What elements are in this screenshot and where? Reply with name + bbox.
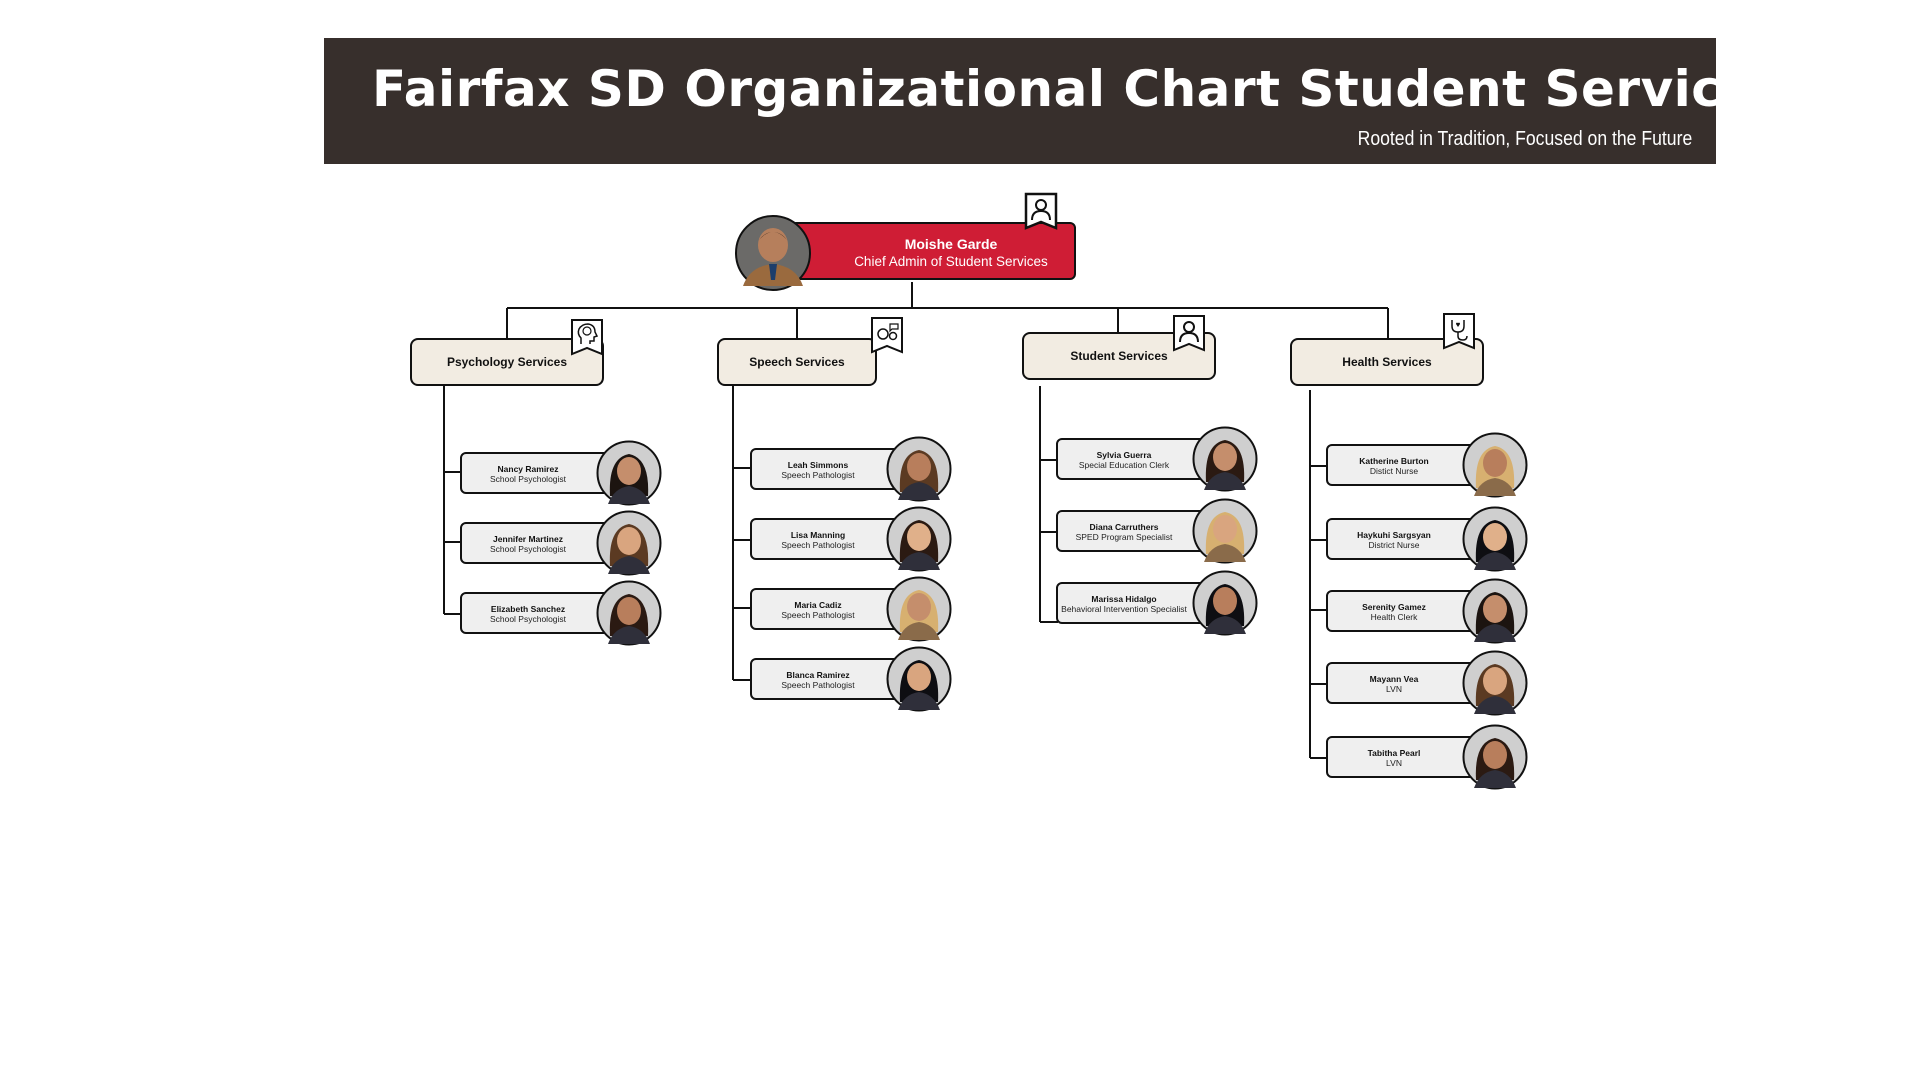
- member-role: Health Clerk: [1370, 612, 1418, 622]
- member-role: School Psychologist: [489, 474, 567, 484]
- chief-card: [790, 222, 1076, 280]
- member-avatar: [886, 436, 952, 502]
- member-name: Blanca Ramirez: [786, 670, 850, 680]
- member-avatar: [886, 506, 952, 572]
- chief-avatar: [734, 214, 812, 292]
- member-role: School Psychologist: [489, 614, 567, 624]
- member-role: Speech Pathologist: [781, 610, 855, 620]
- member-role: LVN: [1386, 758, 1402, 768]
- page-subtitle: Rooted in Tradition, Focused on the Future: [1357, 128, 1692, 150]
- member-name: Elizabeth Sanchez: [490, 604, 566, 614]
- member-role: Distict Nurse: [1369, 466, 1419, 476]
- member-avatar: [1462, 650, 1528, 716]
- member-role: Speech Pathologist: [781, 470, 855, 480]
- member-name: Tabitha Pearl: [1367, 748, 1421, 758]
- member-avatar: [1192, 570, 1258, 636]
- member-name: Lisa Manning: [790, 530, 846, 540]
- member-role: SPED Program Specialist: [1075, 532, 1173, 542]
- member-avatar: [1462, 724, 1528, 790]
- member-name: Nancy Ramirez: [497, 464, 559, 474]
- member-role: School Psychologist: [489, 544, 567, 554]
- dept-speech-services: Speech Services: [717, 338, 877, 386]
- member-avatar: [886, 646, 952, 712]
- speech-gears-icon: [870, 316, 904, 354]
- dept-psychology-services: Psychology Services: [410, 338, 604, 386]
- member-role: LVN: [1386, 684, 1402, 694]
- member-role: Behavioral Intervention Specialist: [1061, 604, 1187, 614]
- member-name: Haykuhi Sargsyan: [1357, 530, 1431, 540]
- member-name: Marissa Hidalgo: [1091, 594, 1157, 604]
- member-avatar: [886, 576, 952, 642]
- member-avatar: [1462, 578, 1528, 644]
- member-role: District Nurse: [1368, 540, 1420, 550]
- member-avatar: [596, 580, 662, 646]
- brain-head-icon: [570, 318, 604, 356]
- member-name: Serenity Gamez: [1362, 602, 1426, 612]
- member-role: Speech Pathologist: [781, 680, 855, 690]
- dept-student-services: Student Services: [1022, 332, 1216, 380]
- member-name: Jennifer Martinez: [493, 534, 563, 544]
- member-name: Diana Carruthers: [1089, 522, 1159, 532]
- chief-name: Moishe Garde: [904, 236, 998, 252]
- member-avatar: [1192, 498, 1258, 564]
- member-name: Maria Cadiz: [794, 600, 842, 610]
- member-name: Mayann Vea: [1369, 674, 1419, 684]
- member-name: Sylvia Guerra: [1096, 450, 1152, 460]
- chief-role: Chief Admin of Student Services: [854, 254, 1048, 269]
- member-avatar: [1462, 432, 1528, 498]
- member-avatar: [1462, 506, 1528, 572]
- page-title: Fairfax SD Organizational Chart Student Services: [372, 60, 1787, 118]
- stethoscope-heart-icon: [1442, 312, 1476, 350]
- member-avatar: [596, 510, 662, 576]
- member-avatar: [1192, 426, 1258, 492]
- member-role: Special Education Clerk: [1078, 460, 1170, 470]
- person-icon: [1024, 192, 1058, 230]
- member-role: Speech Pathologist: [781, 540, 855, 550]
- student-icon: [1172, 314, 1206, 352]
- dept-health-services: Health Services: [1290, 338, 1484, 386]
- member-avatar: [596, 440, 662, 506]
- member-name: Leah Simmons: [787, 460, 849, 470]
- member-name: Katherine Burton: [1359, 456, 1429, 466]
